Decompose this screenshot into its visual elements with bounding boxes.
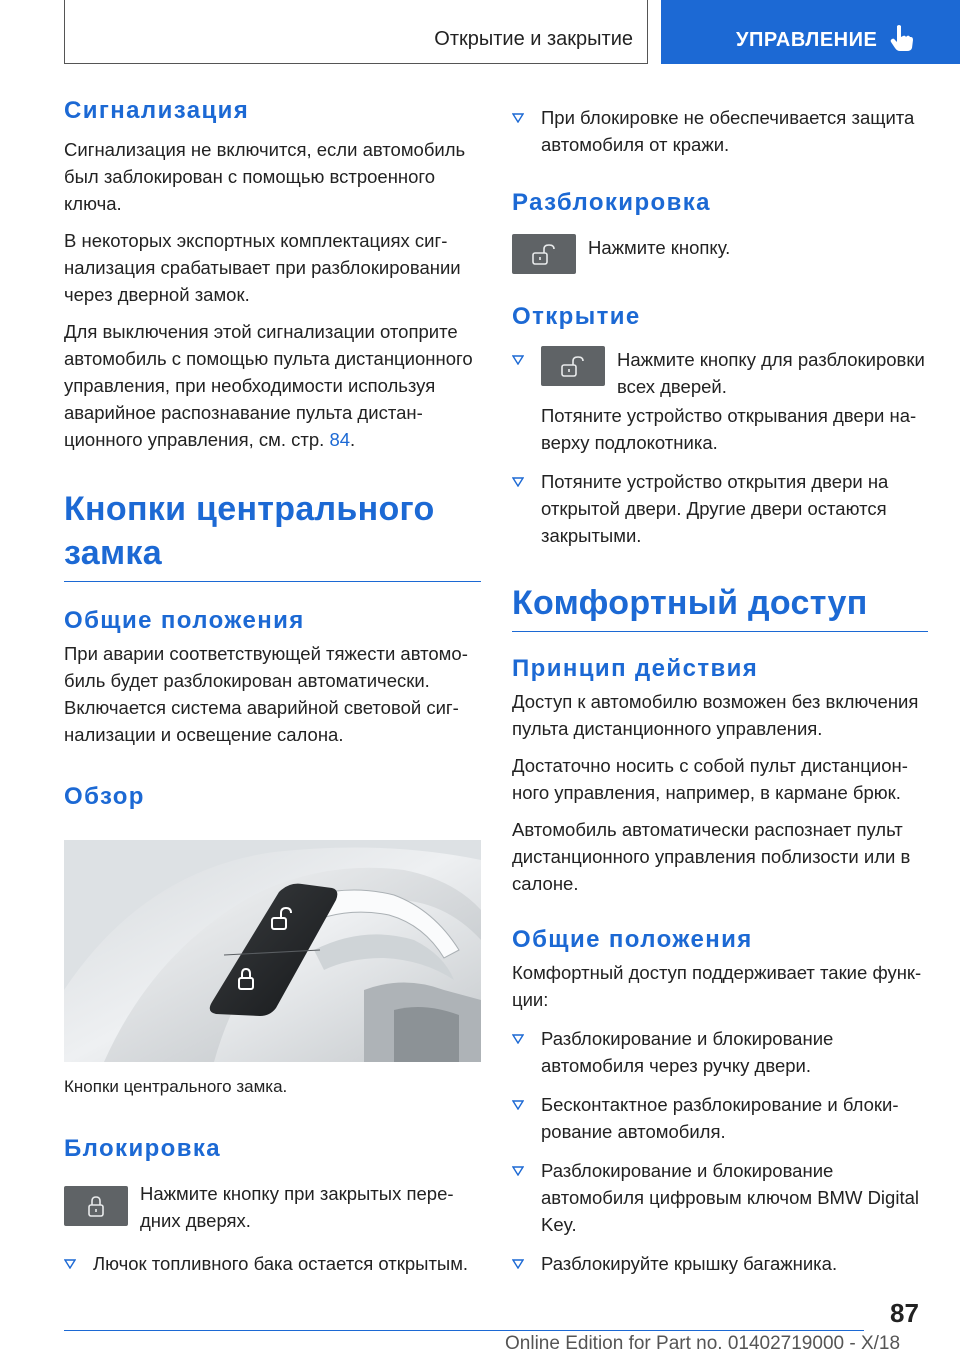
alarm-paragraph-3 (64, 318, 481, 453)
overview-heading: Обзор (64, 783, 145, 810)
unlock-button-image (512, 234, 576, 274)
bullet-triangle-icon (64, 1259, 76, 1269)
open-bullet-1-text: Нажмите кнопку для разблокировки всех дверей. (617, 349, 925, 397)
comfort-heading: Комфортный доступ (512, 584, 868, 622)
alarm-heading: Сигнализация (64, 97, 250, 124)
alarm-paragraph-2: В некоторых экспортных комплектациях сигнализация срабатывает при разблокировании через дверной замок. (64, 230, 461, 305)
alarm-paragraph-3-end: . (350, 429, 356, 450)
unlock-icon (512, 234, 576, 274)
section-title: Открытие и закрытие (434, 28, 633, 50)
open-bullet-2-text: Потяните устройство открытия двери на открытой двери. Другие двери остаются закрытыми. (541, 471, 889, 546)
principle-paragraph-1: Доступ к автомобилю возможен без включения пульта дистанционного управления. (512, 691, 919, 739)
bullet-triangle-icon (512, 1034, 524, 1044)
footer-divider (64, 1330, 864, 1331)
general-paragraph: При аварии соответствующей тяжести автомобиль будет разблокирован автоматически. Включается система аварийной световой сигнализации и освещение салона. (64, 643, 468, 745)
footer-edition: Online Edition for Part no. 01402719000 - X/18 (505, 1333, 901, 1354)
bullet-triangle-icon (512, 1259, 524, 1269)
feature-text: Разблокируйте крышку багажника. (541, 1253, 838, 1274)
lock-instruction (64, 1180, 481, 1234)
page-link-84[interactable]: 84 (329, 429, 351, 450)
bullet-triangle-icon (512, 113, 524, 123)
lock-button-image (64, 1186, 128, 1226)
principle-paragraph-3: Автомобиль автоматически распознает пульт дистанционного управления поблизости или в салоне. (512, 819, 911, 894)
central-lock-heading: Кнопки центрального замка (64, 490, 435, 572)
page-number: 87 (890, 1298, 919, 1328)
left-column (64, 96, 481, 1277)
header-section-box (64, 0, 648, 64)
feature-item (512, 1250, 928, 1277)
feature-item (512, 1091, 928, 1145)
alarm-paragraph-3-text: Для выключения этой сигнализации отоприте автомобиль с помощью пульта дистанционного управления, при необходимости используя аварийное распознавание пульта дистанционного управления, см. стр. (64, 321, 473, 450)
lock-note-2-text: При блокировке не обеспечивается защита автомобиля от кражи. (541, 107, 915, 155)
principle-paragraph-2: Достаточно носить с собой пульт дистанционного управления, например, в кармане брюк. (512, 755, 908, 803)
general2-heading: Общие положения (512, 926, 753, 953)
lock-note-text: Лючок топливного бака остается открытым. (93, 1253, 469, 1274)
unlock-instruction-text: Нажмите кнопку. (588, 237, 731, 258)
unlock-heading: Разблокировка (512, 189, 711, 216)
chapter-tab-label: УПРАВЛЕНИЕ (736, 29, 878, 51)
lock-note-bullet-2 (512, 104, 928, 158)
door-panel-illustration (64, 840, 481, 1062)
unlock-icon (541, 346, 605, 386)
open-bullet-1-text-2: Потяните устройство открывания двери наверху подлокотника. (541, 405, 917, 453)
unlock-instruction (512, 234, 928, 288)
central-lock-heading-block (64, 487, 481, 582)
hand-pointer-icon (889, 24, 915, 52)
open-unlock-instruction (541, 346, 928, 400)
bullet-triangle-icon (512, 355, 524, 365)
alarm-paragraph-1: Сигнализация не включится, если автомобиль был заблокирован с помощью встроенного ключа. (64, 139, 466, 214)
chapter-tab[interactable] (661, 0, 960, 64)
feature-item (512, 1025, 928, 1079)
principle-heading: Принцип действия (512, 655, 759, 682)
comfort-heading-block (512, 581, 928, 632)
bullet-triangle-icon (512, 477, 524, 487)
right-column (512, 104, 928, 1277)
central-lock-buttons-photo (64, 840, 481, 1062)
feature-text: Разблокирование и блокирование автомобиля цифровым ключом BMW Digital Key. (541, 1160, 919, 1235)
open-heading: Открытие (512, 303, 641, 330)
lock-heading: Блокировка (64, 1135, 222, 1162)
feature-text: Бесконтактное разблокирование и блокирование автомобиля. (541, 1094, 899, 1142)
bullet-triangle-icon (512, 1100, 524, 1110)
open-bullet-2 (512, 468, 928, 549)
feature-text: Разблокирование и блокирование автомобиля через ручку двери. (541, 1028, 834, 1076)
overview-caption: Кнопки центрального замка. (64, 1077, 288, 1096)
general-heading: Общие положения (64, 607, 305, 634)
lock-icon (64, 1186, 128, 1226)
unlock-all-button-image (541, 346, 605, 386)
lock-note-bullet (64, 1250, 481, 1277)
feature-item (512, 1157, 928, 1238)
lock-instruction-text: Нажмите кнопку при закрытых передних дверях. (140, 1183, 454, 1231)
open-bullet-1 (512, 346, 928, 456)
bullet-triangle-icon (512, 1166, 524, 1176)
general2-paragraph: Комфортный доступ поддерживает такие функции: (512, 962, 922, 1010)
